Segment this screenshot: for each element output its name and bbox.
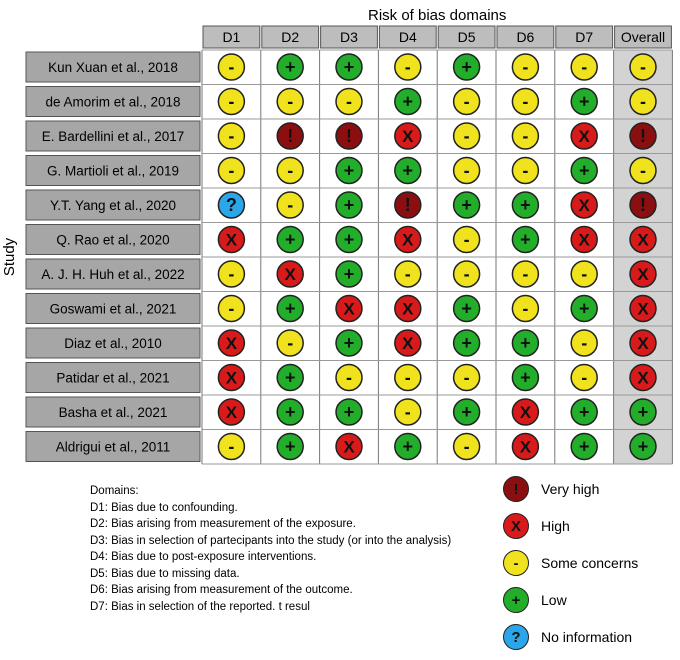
rating-symbol: X xyxy=(402,334,414,353)
column-header-label: D5 xyxy=(457,29,476,45)
rating-symbol: + xyxy=(578,402,590,422)
rating-symbol: - xyxy=(522,91,529,112)
rating-symbol: + xyxy=(284,402,296,422)
rating-symbol: - xyxy=(228,264,235,284)
rating-symbol: - xyxy=(463,91,470,112)
study-label: de Amorim et al., 2018 xyxy=(45,94,181,110)
rating-symbol: - xyxy=(287,333,294,353)
rating-symbol: ! xyxy=(287,126,294,146)
domain-desc-d4: D4: Bias due to post-exposure interventions. xyxy=(90,551,317,563)
rating-symbol: + xyxy=(343,160,355,181)
chart-title: Risk of bias domains xyxy=(367,7,507,24)
rating-symbol: - xyxy=(463,229,470,250)
rating-symbol: ! xyxy=(640,195,646,215)
legend-label: Low xyxy=(541,592,567,608)
rating-symbol: - xyxy=(640,160,646,181)
rating-symbol: - xyxy=(463,436,470,457)
rating-symbol: - xyxy=(404,57,411,77)
legend-item-some xyxy=(503,548,638,578)
rating-symbol: X xyxy=(637,368,649,388)
rating-symbol: - xyxy=(404,402,411,422)
rating-symbol: + xyxy=(461,298,472,319)
rating-symbol: - xyxy=(228,57,235,77)
rating-symbol: - xyxy=(522,298,529,319)
rating-symbol: - xyxy=(287,195,294,215)
rating-symbol: + xyxy=(637,436,649,457)
rating-symbol: ! xyxy=(346,126,352,146)
column-header-label: Overall xyxy=(620,29,666,45)
rating-symbol: + xyxy=(578,91,590,112)
legend-noinfo-icon: ? xyxy=(503,624,529,650)
rating-symbol: - xyxy=(228,298,235,319)
rating-symbol: X xyxy=(343,437,355,457)
domain-desc-d6: D6: Bias arising from measurement of the outcome. xyxy=(90,584,353,596)
rating-symbol: X xyxy=(519,403,532,422)
rating-symbol: + xyxy=(284,57,296,77)
column-header-label: D4 xyxy=(398,29,417,45)
study-label: Q. Rao et al., 2020 xyxy=(56,232,170,248)
rating-symbol: X xyxy=(578,230,590,250)
rating-symbol: - xyxy=(228,436,235,457)
rating-symbol: + xyxy=(343,264,355,284)
rating-symbol: X xyxy=(578,127,590,146)
rating-symbol: X xyxy=(343,299,355,319)
rating-symbol: + xyxy=(284,367,296,388)
study-label: Basha et al., 2021 xyxy=(58,405,168,420)
column-header-label: D7 xyxy=(575,29,594,45)
legend-some-icon: - xyxy=(503,550,529,576)
rating-symbol: - xyxy=(404,264,411,284)
legend-label: No information xyxy=(541,629,633,645)
rating-symbol: X xyxy=(637,299,649,319)
rating-symbol: - xyxy=(640,57,646,77)
rating-symbol: + xyxy=(520,367,531,388)
rating-symbol: + xyxy=(578,160,590,181)
rating-symbol: - xyxy=(522,57,529,77)
rating-symbol: - xyxy=(463,264,470,284)
study-label: Goswami et al., 2021 xyxy=(49,301,177,317)
rating-symbol: X xyxy=(578,196,590,215)
legend-high-icon: X xyxy=(503,513,529,539)
rating-symbol: + xyxy=(578,298,590,319)
rating-symbol: - xyxy=(346,367,352,388)
rating-symbol: ! xyxy=(404,195,411,215)
domains-heading: Domains: xyxy=(90,485,139,497)
column-header-label: D2 xyxy=(281,29,300,45)
study-label: G. Martioli et al., 2019 xyxy=(46,163,180,179)
study-label: Aldrigui et al., 2011 xyxy=(55,439,171,455)
rating-symbol: + xyxy=(343,402,355,422)
study-label: E. Bardellini et al., 2017 xyxy=(41,129,185,144)
rating-symbol: X xyxy=(402,299,414,319)
rating-symbol: + xyxy=(402,436,414,457)
rating-symbol: ! xyxy=(640,126,646,146)
rating-symbol: - xyxy=(287,160,294,181)
rating-symbol: - xyxy=(346,91,352,112)
legend-item-high xyxy=(503,511,570,541)
rating-symbol: + xyxy=(284,436,296,457)
rating-symbol: + xyxy=(461,195,472,215)
domain-desc-d7: D7: Bias in selection of the reported. t resul xyxy=(90,600,310,613)
rating-symbol: - xyxy=(522,126,529,146)
rating-symbol: + xyxy=(520,229,531,250)
rating-symbol: + xyxy=(284,229,296,250)
rating-symbol: + xyxy=(402,91,414,112)
rating-symbol: X xyxy=(225,368,238,388)
rating-symbol: + xyxy=(520,195,531,215)
rating-symbol: - xyxy=(581,367,588,388)
rating-symbol: X xyxy=(225,230,238,250)
domain-desc-d1: D1: Bias due to confounding. xyxy=(90,501,238,514)
domain-desc-d5: D5: Bias due to missing data. xyxy=(90,567,240,580)
rating-symbol: - xyxy=(287,91,294,112)
domain-descriptions xyxy=(90,483,470,615)
column-header-label: D1 xyxy=(222,29,241,45)
rating-symbol: X xyxy=(402,230,414,250)
rating-symbol: X xyxy=(637,230,649,250)
rating-symbol: + xyxy=(461,57,472,77)
legend-veryhigh-icon: ! xyxy=(503,476,529,502)
rating-symbol: + xyxy=(520,333,531,353)
rating-symbol: - xyxy=(581,57,588,77)
domain-desc-d3: D3: Bias in selection of partecipants into the study (or into the analysis) xyxy=(90,534,452,547)
rating-symbol: + xyxy=(343,333,355,353)
study-label: Diaz et al., 2010 xyxy=(64,336,162,351)
legend-label: Very high xyxy=(541,481,600,497)
row-axis-label: Study xyxy=(1,237,18,277)
rating-symbol: - xyxy=(463,126,470,146)
rating-symbol: + xyxy=(343,57,355,77)
rating-symbol: + xyxy=(343,195,355,215)
rating-symbol: + xyxy=(284,298,296,319)
legend-label: High xyxy=(541,518,570,534)
rating-symbol: X xyxy=(225,334,238,353)
rating-symbol: - xyxy=(581,264,588,284)
rating-symbol: X xyxy=(637,334,649,353)
rating-symbol: - xyxy=(463,160,470,181)
rating-symbol: + xyxy=(402,160,414,181)
rating-symbol: + xyxy=(461,333,472,353)
legend-label: Some concerns xyxy=(541,555,639,571)
column-header-label: D3 xyxy=(340,29,358,45)
rating-symbol: - xyxy=(640,91,646,112)
study-label: Patidar et al., 2021 xyxy=(56,370,170,386)
rating-symbol: - xyxy=(463,367,470,388)
column-header-label: D6 xyxy=(516,29,535,45)
domain-desc-d2: D2: Bias arising from measurement of the exposure. xyxy=(90,518,356,530)
rating-symbol: + xyxy=(461,402,472,422)
rating-symbol: - xyxy=(522,264,529,284)
study-label: Y.T. Yang et al., 2020 xyxy=(49,198,177,213)
rating-symbol: - xyxy=(228,91,235,112)
rating-symbol: - xyxy=(228,126,235,146)
rating-symbol: - xyxy=(404,367,411,388)
rating-symbol: + xyxy=(343,229,355,250)
rating-symbol: X xyxy=(402,127,414,146)
rating-symbol: + xyxy=(637,402,649,422)
rating-symbol: X xyxy=(519,437,532,457)
legend-item-low xyxy=(503,585,567,615)
rating-symbol: - xyxy=(522,160,529,181)
rating-symbol: X xyxy=(284,265,296,284)
rating-symbol: ? xyxy=(225,195,237,215)
study-label: A. J. H. Huh et al., 2022 xyxy=(41,267,185,282)
rating-symbol: + xyxy=(578,436,590,457)
rating-symbol: - xyxy=(228,160,235,181)
legend-low-icon: + xyxy=(503,587,529,613)
rating-symbol: X xyxy=(225,403,238,422)
legend-item-noinfo xyxy=(503,622,632,652)
rating-symbol: X xyxy=(637,265,649,284)
rating-symbol: - xyxy=(581,333,588,353)
study-label: Kun Xuan et al., 2018 xyxy=(48,60,178,75)
